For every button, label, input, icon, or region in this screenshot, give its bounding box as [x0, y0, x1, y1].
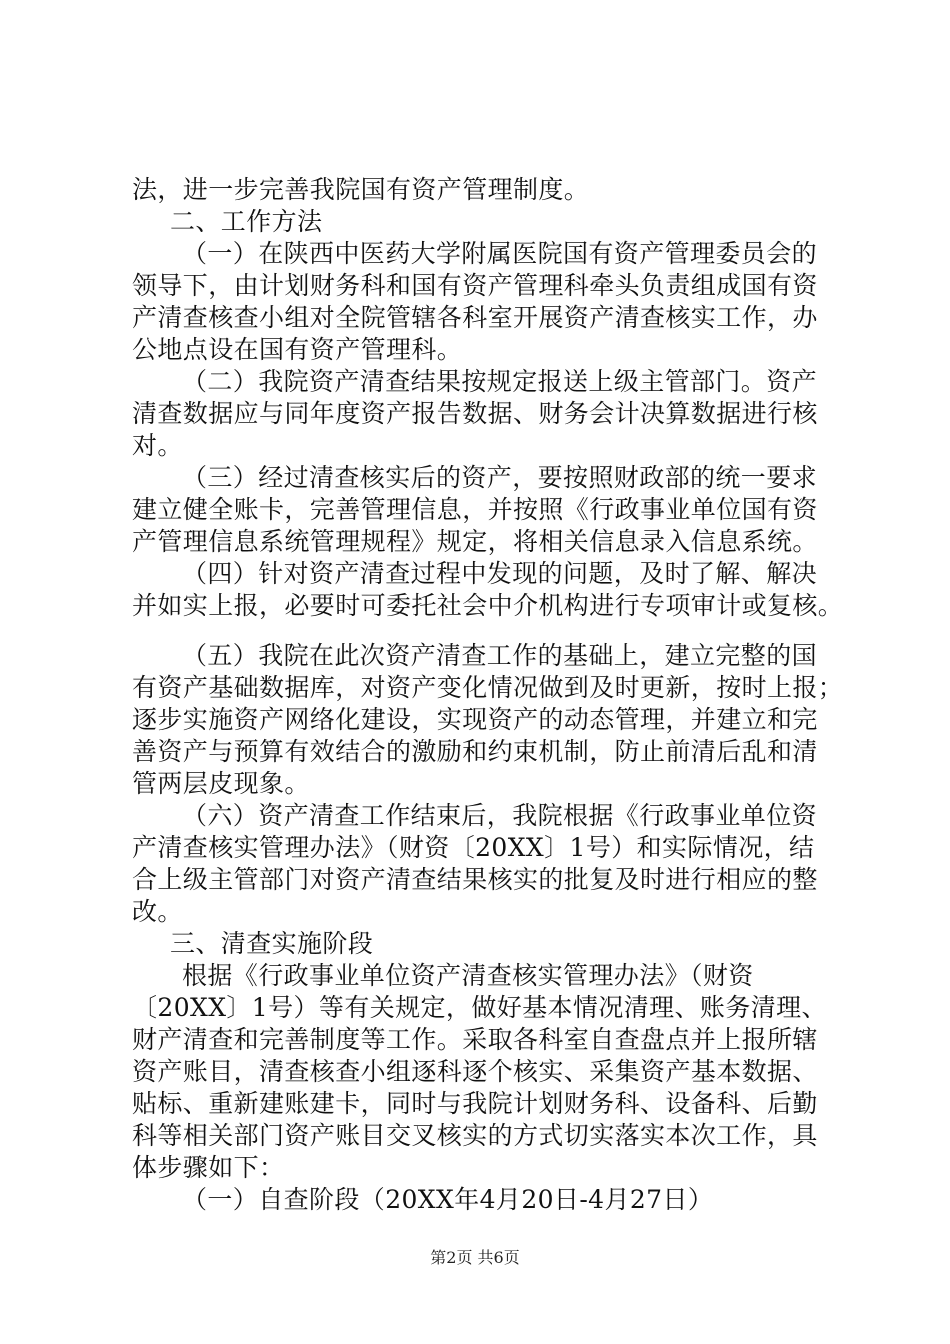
paragraph-line: （四）针对资产清查过程中发现的问题，及时了解、解决 — [182, 559, 818, 588]
paragraph-line: 善资产与预算有效结合的激励和约束机制，防止前清后乱和清 — [132, 737, 818, 766]
paragraph-line: 产清查核实管理办法》（财资〔20XX〕1号）和实际情况，结 — [132, 833, 815, 862]
paragraph-line: 建立健全账卡，完善管理信息，并按照《行政事业单位国有资 — [132, 495, 818, 524]
paragraph-line: 财产清查和完善制度等工作。采取各科室自查盘点并上报所辖 — [132, 1025, 818, 1054]
paragraph-line: （五）我院在此次资产清查工作的基础上，建立完整的国 — [182, 641, 818, 670]
paragraph-line: 资产账目，清查核查小组逐科逐个核实、采集资产基本数据、 — [132, 1057, 818, 1086]
section-heading-implementation: 三、清查实施阶段 — [170, 929, 374, 958]
page-footer: 第2页 共6页 — [430, 1248, 520, 1267]
section-heading-work-methods: 二、工作方法 — [170, 207, 323, 236]
paragraph-line: 清查数据应与同年度资产报告数据、财务会计决算数据进行核 — [132, 399, 818, 428]
subsection-heading-self-check: （一）自查阶段（20XX年4月20日-4月27日） — [182, 1185, 714, 1214]
paragraph-line: 〔20XX〕1号）等有关规定，做好基本情况清理、账务清理、 — [132, 993, 827, 1022]
paragraph-line: 改。 — [132, 897, 183, 926]
paragraph-line: 根据《行政事业单位资产清查核实管理办法》（财资 — [182, 961, 754, 990]
paragraph-line: 逐步实施资产网络化建设，实现资产的动态管理，并建立和完 — [132, 705, 818, 734]
paragraph-line: 管两层皮现象。 — [132, 769, 310, 798]
paragraph-line: 合上级主管部门对资产清查结果核实的批复及时进行相应的整 — [132, 865, 818, 894]
paragraph-line: 领导下，由计划财务科和国有资产管理科牵头负责组成国有资 — [132, 271, 818, 300]
paragraph-line: 科等相关部门资产账目交叉核实的方式切实落实本次工作，具 — [132, 1121, 818, 1150]
paragraph-line: 有资产基础数据库，对资产变化情况做到及时更新，按时上报； — [132, 673, 844, 702]
paragraph-line: 体步骤如下： — [132, 1153, 285, 1182]
paragraph-line: 公地点设在国有资产管理科。 — [132, 335, 463, 364]
paragraph-line: 对。 — [132, 431, 183, 460]
paragraph-line: （六）资产清查工作结束后，我院根据《行政事业单位资 — [182, 801, 818, 830]
paragraph-line: 产管理信息系统管理规程》规定，将相关信息录入信息系统。 — [132, 527, 818, 556]
paragraph-line: （二）我院资产清查结果按规定报送上级主管部门。资产 — [182, 367, 818, 396]
paragraph-line: 并如实上报，必要时可委托社会中介机构进行专项审计或复核。 — [132, 591, 844, 620]
paragraph-line: 法，进一步完善我院国有资产管理制度。 — [132, 175, 590, 204]
paragraph-line: 贴标、重新建账建卡，同时与我院计划财务科、设备科、后勤 — [132, 1089, 818, 1118]
paragraph-line: （一）在陕西中医药大学附属医院国有资产管理委员会的 — [182, 239, 818, 268]
paragraph-line: （三）经过清查核实后的资产，要按照财政部的统一要求 — [182, 463, 818, 492]
paragraph-line: 产清查核查小组对全院管辖各科室开展资产清查核实工作，办 — [132, 303, 818, 332]
